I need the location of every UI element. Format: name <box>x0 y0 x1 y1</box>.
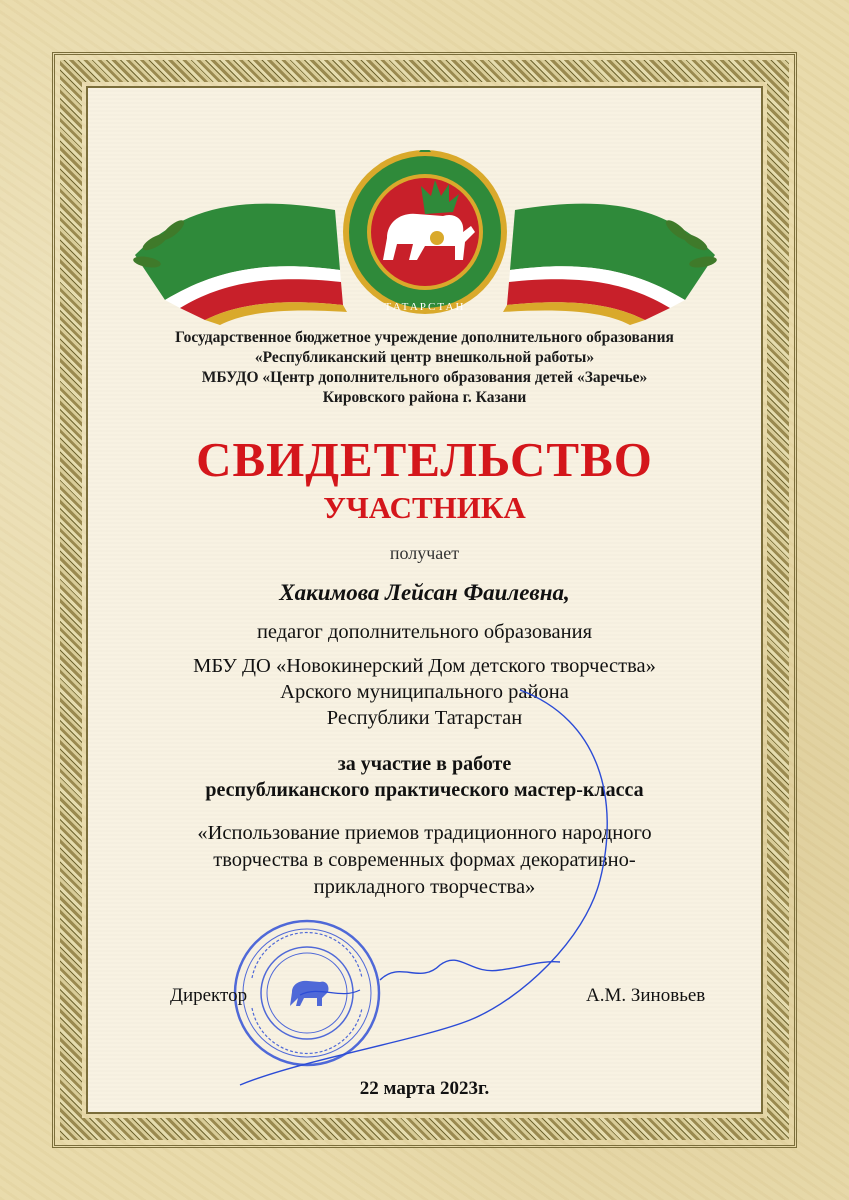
org-line-1: Государственное бюджетное учреждение дополнительного образования <box>175 329 674 346</box>
emblem-label: ТАТАРСТАН <box>384 301 466 313</box>
receives-text: получает <box>389 543 460 563</box>
topic-line-2: творчества в современных формах декоративно- <box>213 849 636 871</box>
director-label: Директор <box>170 985 248 1006</box>
institution-line-2: Арского муниципального района <box>280 681 569 703</box>
institution-line-1: МБУ ДО «Новокинерский Дом детского творчества» <box>193 655 656 677</box>
org-line-2: «Республиканский центр внешкольной работы» <box>254 349 595 366</box>
issue-date: 22 марта 2023г. <box>359 1078 490 1099</box>
topic-line-1: «Использование приемов традиционного народного <box>197 822 652 844</box>
recipient-name: Хакимова Лейсан Фаилевна, <box>279 580 570 605</box>
issuing-organization <box>0 328 849 408</box>
tatarstan-emblem <box>125 150 725 325</box>
director-name: А.М. Зиновьев <box>586 985 706 1006</box>
reason-line-1: за участие в работе <box>337 753 512 775</box>
official-seal <box>232 918 382 1068</box>
org-line-3: МБУДО «Центр дополнительного образования детей «Заречье» <box>201 369 648 386</box>
institution-line-3: Республики Татарстан <box>326 707 523 729</box>
topic-line-3: прикладного творчества» <box>313 876 536 898</box>
certificate-title: СВИДЕТЕЛЬСТВО <box>196 432 653 487</box>
certificate-subtitle: УЧАСТНИКА <box>323 490 526 525</box>
recipient-position: педагог дополнительного образования <box>256 621 593 643</box>
org-line-4: Кировского района г. Казани <box>322 389 527 406</box>
reason-line-2: республиканского практического мастер-класса <box>205 779 644 801</box>
